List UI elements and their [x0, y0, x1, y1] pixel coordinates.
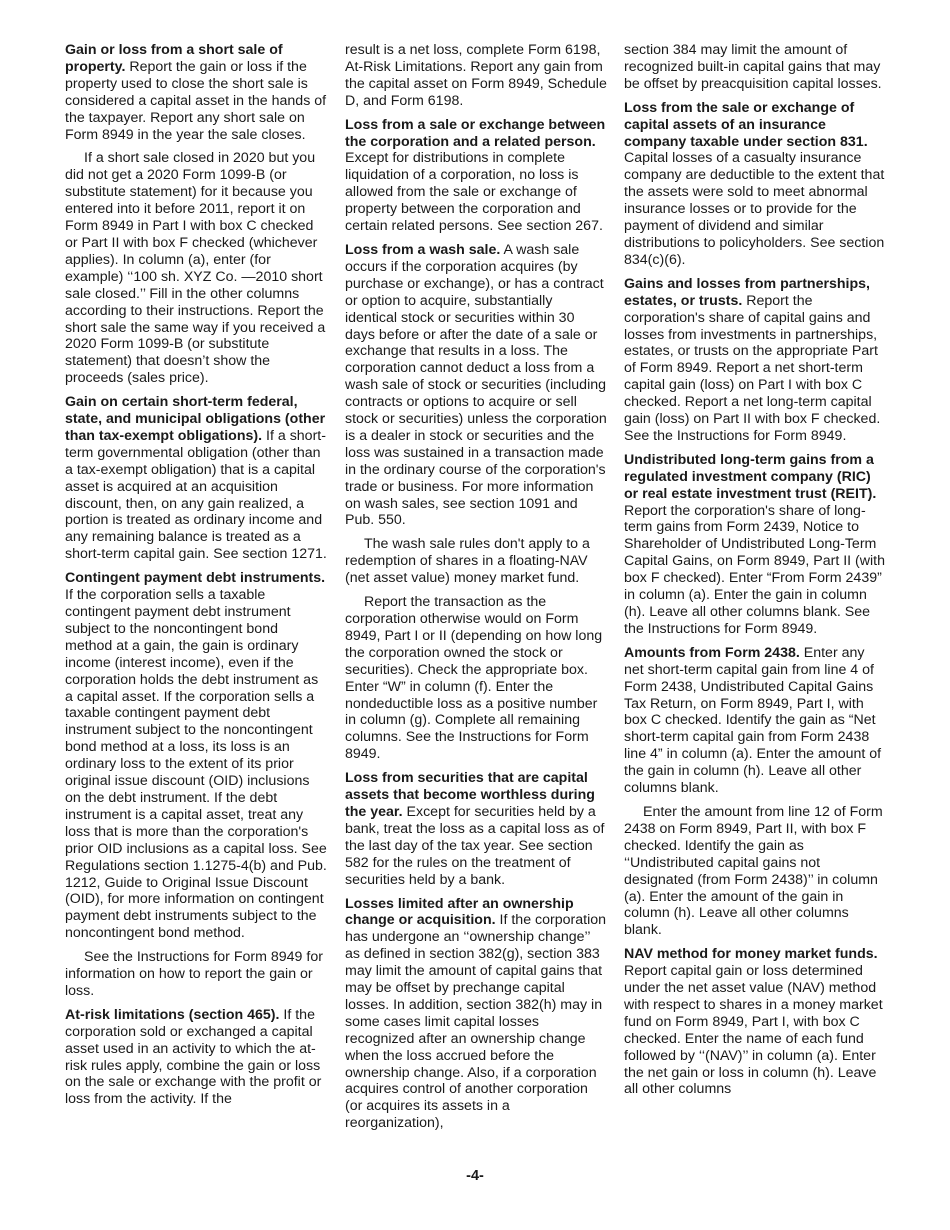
body-text: Report capital gain or loss determined under the net asset value (NAV) method with respect to shares in a money market fund on Form 8949, Part I, with box C checked. Enter the name of each fund followed by ‘‘(NAV)’’ in column (a). Enter the net gain or loss in column (h). Leave all other columns: [624, 963, 883, 1098]
body-text: If the corporation has undergone an ‘‘ownership change’’ as defined in section 382(g), section 383 may limit the amount of capital gains that may be offset by prechange capital losses. In addition, section 382(h) may in some cases limit capital losses recognized after an ownership change when the loss accrued before the ownership change. Also, if a corporation acquires control of another corporation (or acquires its assets in a reorganization),: [345, 912, 606, 1132]
paragraph-see-instructions: [65, 949, 327, 1000]
body-text: Report the corporation's share of capital gains and losses from investments in partnerships, estates, or trusts on the appropriate Part of Form 8949. Report a net short-term capital gain (loss) on Part I with box C checked. Report a net long-term capital gain (loss) on Part II with box F checked. See the Instructions for Form 8949.: [624, 292, 881, 444]
body-text: Enter the amount from line 12 of Form 2438 on Form 8949, Part II, with box F checked. Identify the gain as ‘‘Undistributed capital gains not designated (from Form 2438)’’ in column (a). Enter the amount of the gain in column (h). Leave all other columns blank.: [624, 803, 883, 939]
page-number: -4-: [466, 1168, 484, 1184]
text-column-3: [624, 42, 886, 1105]
body-text: Report the gain or loss if the property used to close the short sale is considered a capital asset in the hands of the taxpayer. Report any short sale on Form 8949 in the year the sale closes.: [65, 58, 327, 143]
paragraph-report-transaction: [345, 594, 607, 763]
heading-ric-reit: Undistributed long-term gains from a regulated investment company (RIC) or real estate investment trust (REIT).: [624, 451, 877, 502]
paragraph-nav-method: [624, 946, 886, 1098]
body-text: If the corporation sells a taxable contingent payment debt instrument subject to the noncontingent bond method at a gain, the gain is ordinary income (interest income), even if the corporation holds the debt instrument as a capital asset. If the corporation sells a taxable contingent payment debt instrument subject to the noncontingent bond method at a loss, its loss is an ordinary loss to the extent of its prior original issue discount (OID) inclusions on the debt instrument. If the debt instrument is a capital asset, treat any loss that is more than the corporation's prior OID inclusions as a capital loss. See Regulations section 1.1275-4(b) and Pub. 1212, Guide to Original Issue Discount (OID), for more information on contingent payment debt instruments subject to the noncontingent bond method.: [65, 587, 327, 942]
body-text: result is a net loss, complete Form 6198, At-Risk Limitations. Report any gain from the capital asset on Form 8949, Schedule D, and Form 6198.: [345, 42, 607, 109]
paragraph-partnerships: [624, 276, 886, 445]
paragraph-insurance-company: [624, 100, 886, 269]
body-text: A wash sale occurs if the corporation acquires (by purchase or exchange), or has a contract or option to acquire, substantially identical stock or securities within 30 days before or after the date of a sale or exchange that results in a loss. The corporation cannot deduct a loss from a wash sale of stock or securities (including contracts or options to acquire or sell stock or securities) unless the corporation is a dealer in stock or securities and the loss was sustained in a transaction made in the ordinary course of the corporation's trade or business. For more information on wash sales, see section 1091 and Pub. 550.: [345, 241, 607, 529]
heading-at-risk: At-risk limitations (section 465).: [65, 1006, 280, 1023]
body-text: Enter any net short-term capital gain from line 4 of Form 2438, Undistributed Capital Gains Tax Return, on Form 8949, Part I, with box C checked. Identify the gain as “Net short-term capital gain from Form 2438 line 4” in column (a). Enter the amount of the gain in column (h). Leave all other columns blank.: [624, 644, 882, 797]
paragraph-form-2438: [624, 645, 886, 797]
paragraph-ric-reit: [624, 452, 886, 638]
heading-wash-sale: Loss from a wash sale.: [345, 241, 501, 258]
heading-partnerships: Gains and losses from partnerships, estates, or trusts.: [624, 275, 870, 309]
body-text: Report the corporation's share of long-term gains from Form 2439, Notice to Shareholder of Undistributed Long-Term Capital Gains, on Form 8949, Part II (with box F checked). Enter “From Form 2439” in column (a). Enter the gain in column (h). Leave all other columns blank. See the Instructions for Form 8949.: [624, 502, 886, 637]
paragraph-section-384: [624, 42, 886, 93]
paragraph-wash-sale: [345, 242, 607, 529]
body-text: If a short-term governmental obligation (other than a tax-exempt obligation) that is a capital asset is acquired at an acquisition discount, then, on any gain realized, a portion is treated as ordinary income and any remaining balance is treated as a short-term capital gain. See section 1271.: [65, 427, 327, 563]
paragraph-at-risk: [65, 1007, 327, 1108]
body-text: Capital losses of a casualty insurance company are deductible to the extent that the assets were sold to meet abnormal insurance losses or to provide for the payment of dividend and similar distributions to policyholders. See section 834(c)(6).: [624, 150, 885, 268]
paragraph-floating-nav: [345, 536, 607, 587]
heading-insurance-company: Loss from the sale or exchange of capital assets of an insurance company taxable under section 831.: [624, 99, 868, 150]
paragraph-worthless-securities: [345, 770, 607, 888]
heading-nav-method: NAV method for money market funds.: [624, 946, 878, 963]
body-text: If the corporation sold or exchanged a capital asset used in an activity to which the at-risk rules apply, combine the gain or loss on the sale or exchange with the profit or loss from the activity. If the: [65, 1006, 322, 1108]
paragraph-related-person: [345, 117, 607, 235]
paragraph-line-12: [624, 804, 886, 939]
text-column-2: [345, 42, 607, 1139]
body-text: section 384 may limit the amount of recognized built-in capital gains that may be offset by preacquisition capital losses.: [624, 42, 882, 92]
paragraph-short-sale-2020: [65, 150, 327, 387]
body-text: If a short sale closed in 2020 but you did not get a 2020 Form 1099-B (or substitute statement) for it because you entered into it before 2011, report it on Form 8949 in Part I with box C checked or Part II with box F checked (whichever applies). In column (a), enter (for example) ‘‘100 sh. XYZ Co. —2010 short sale closed.’’ Fill in the other columns according to their instructions. Report the short sale the same way if you received a 2020 Form 1099-B (or substitute statement) that doesn’t show the proceeds (sales price).: [65, 150, 326, 387]
heading-worthless-securities: Loss from securities that are capital assets that become worthless during the year.: [345, 770, 595, 820]
heading-ownership-change: Losses limited after an ownership change or acquisition.: [345, 895, 574, 929]
body-text: The wash sale rules don't apply to a redemption of shares in a floating-NAV (net asset value) money market fund.: [345, 536, 590, 587]
body-text: See the Instructions for Form 8949 for information on how to report the gain or loss.: [65, 949, 323, 999]
paragraph-ownership-change: [345, 896, 607, 1133]
paragraph-short-term-obligations: [65, 394, 327, 563]
body-text: Report the transaction as the corporation otherwise would on Form 8949, Part I or II (depending on how long the corporation owned the stock or securities). Check the appropriate box. Enter “W” in column (f). Enter the nondeductible loss as a positive number in column (g). Complete all remaining columns. See the Instructions for Form 8949.: [345, 594, 603, 763]
heading-short-term-obligations: Gain on certain short-term federal, state, and municipal obligations (other than tax-exempt obligations).: [65, 394, 326, 444]
paragraph-contingent-payment: [65, 570, 327, 942]
body-text: Except for securities held by a bank, treat the loss as a capital loss as of the last day of the tax year. See section 582 for the rules on the treatment of securities held by a bank.: [345, 803, 605, 888]
body-text: Except for distributions in complete liquidation of a corporation, no loss is allowed from the sale or exchange of property between the corporation and certain related persons. See section 267.: [345, 150, 603, 235]
paragraph-at-risk-continued: [345, 42, 607, 110]
heading-short-sale: Gain or loss from a short sale of property.: [65, 42, 283, 75]
heading-related-person: Loss from a sale or exchange between the corporation and a related person.: [345, 116, 606, 150]
heading-form-2438: Amounts from Form 2438.: [624, 644, 800, 661]
heading-contingent-payment: Contingent payment debt instruments.: [65, 570, 326, 587]
text-column-1: [65, 42, 327, 1115]
paragraph-short-sale: [65, 42, 327, 143]
